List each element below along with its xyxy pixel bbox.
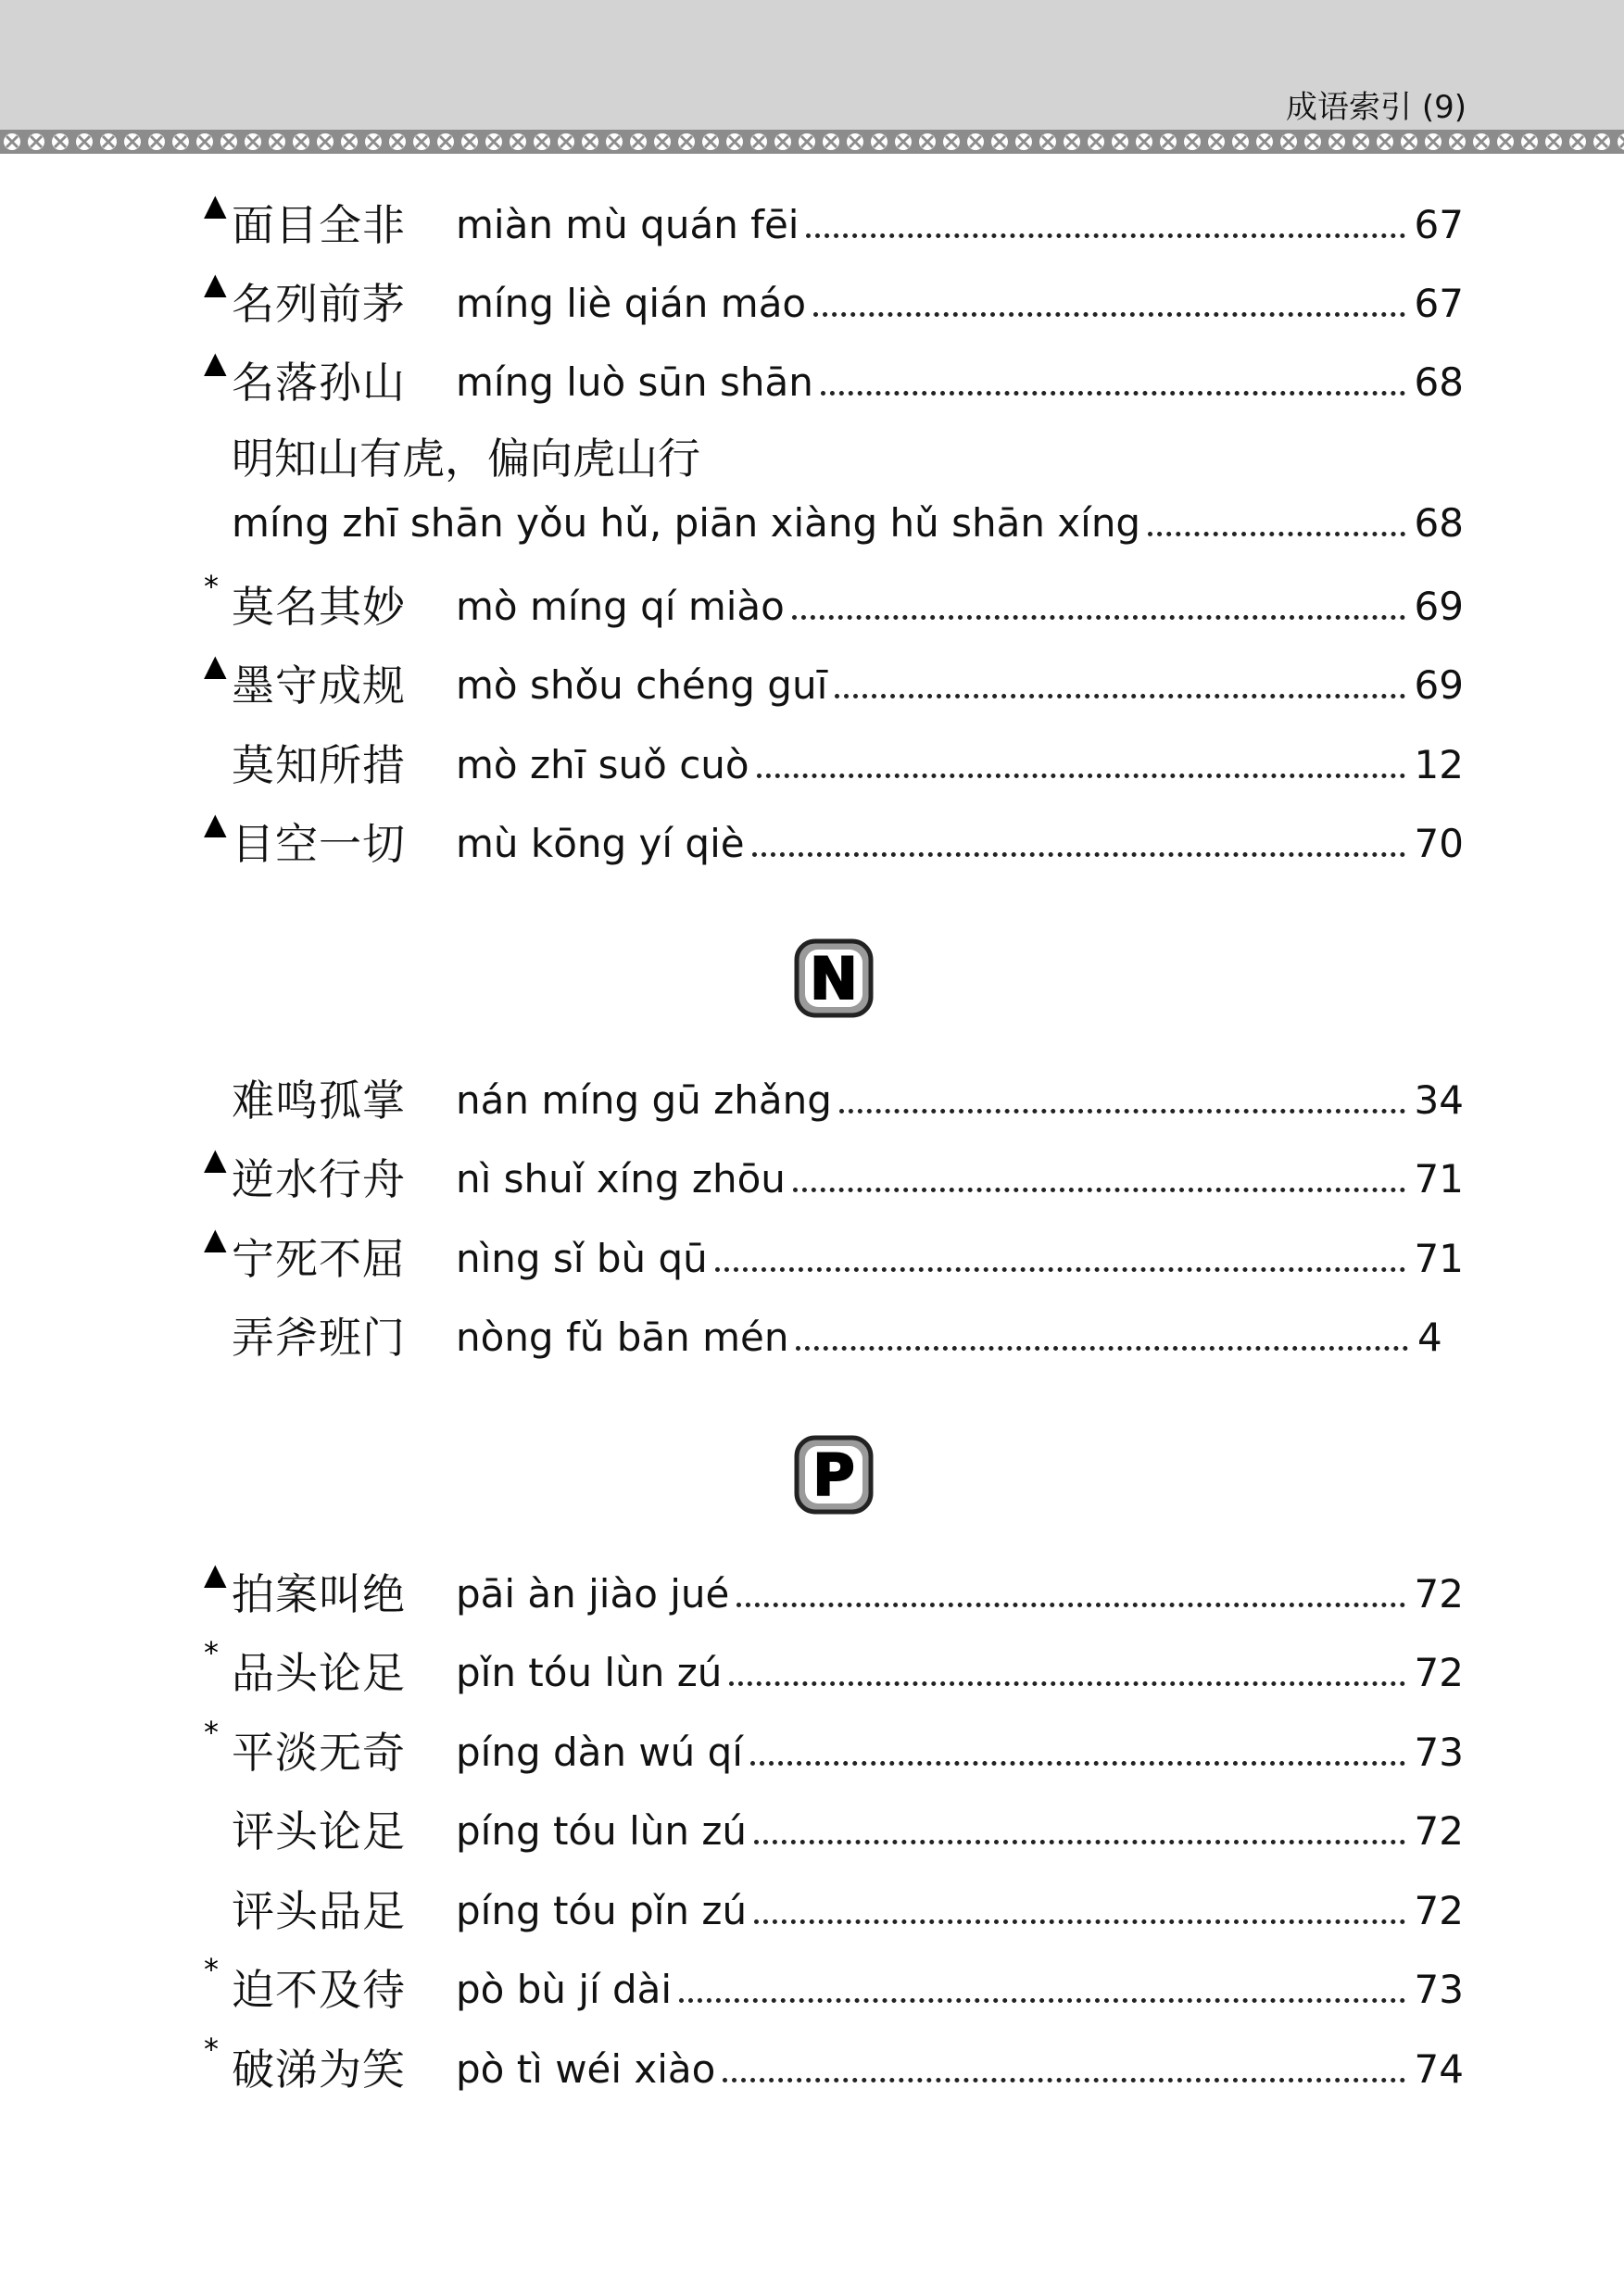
page-number: 71 <box>1414 1156 1464 1202</box>
list-item <box>0 1141 1624 1209</box>
pinyin-text: nòng fǔ bān mén <box>456 1315 789 1360</box>
pinyin-text: míng luò sūn shān <box>456 359 813 405</box>
list-item <box>0 1952 1624 2019</box>
page-number: 67 <box>1414 202 1464 247</box>
page-number: 12 <box>1414 742 1464 787</box>
page-number: 72 <box>1414 1888 1464 1933</box>
idiom-text: 品头论足 <box>232 1648 406 1698</box>
page-number: 34 <box>1414 1077 1464 1123</box>
asterisk-marker-icon: * <box>204 1715 219 1750</box>
dot-leader <box>806 233 1404 238</box>
pinyin-text: míng liè qián máo <box>456 281 807 326</box>
pinyin-text: pò bù jí dài <box>456 1967 673 2012</box>
list-item <box>0 1556 1624 1624</box>
page-number: 73 <box>1414 1967 1464 2012</box>
idiom-text: 墨守成规 <box>232 661 406 711</box>
triangle-marker-icon: ▲ <box>204 266 227 301</box>
idiom-text: 评头论足 <box>232 1806 406 1856</box>
list-item <box>0 187 1624 255</box>
page-number: 72 <box>1414 1650 1464 1695</box>
dot-leader <box>754 1919 1404 1924</box>
triangle-marker-icon: ▲ <box>204 1141 227 1176</box>
list-item <box>0 266 1624 333</box>
triangle-marker-icon: ▲ <box>204 648 227 683</box>
list-item <box>0 488 1624 553</box>
list-item <box>0 1635 1624 1703</box>
idiom-text: 迫不及待 <box>232 1965 406 2015</box>
page-number: 67 <box>1414 281 1464 326</box>
list-item <box>0 650 1624 715</box>
list-item <box>0 2034 1624 2099</box>
page-number: 74 <box>1414 2046 1464 2092</box>
triangle-marker-icon: ▲ <box>204 1556 227 1592</box>
idiom-text: 名列前茅 <box>232 279 406 329</box>
dot-leader <box>679 1997 1404 2003</box>
triangle-marker-icon: ▲ <box>204 806 227 841</box>
asterisk-marker-icon: * <box>204 1952 219 1987</box>
dot-leader <box>1148 531 1404 536</box>
dot-leader <box>821 390 1405 396</box>
pinyin-text: míng zhī shān yǒu hǔ, piān xiàng hǔ shān xíng <box>232 500 1141 546</box>
dot-leader <box>715 1266 1405 1272</box>
pinyin-text: pāi àn jiào jué <box>456 1571 730 1617</box>
idiom-text-long: 明知山有虎，偏向虎山行 <box>232 434 700 484</box>
list-item <box>0 1876 1624 1941</box>
dot-leader <box>750 1760 1405 1766</box>
triangle-marker-icon: ▲ <box>204 1221 227 1256</box>
page-number: 70 <box>1414 821 1464 866</box>
page-number: 68 <box>1414 359 1464 405</box>
pinyin-text: mò míng qí miào <box>456 584 785 629</box>
page-title: 成语索引 (9) <box>1286 89 1467 126</box>
idiom-text: 莫名其妙 <box>232 582 406 632</box>
dot-leader <box>729 1680 1404 1686</box>
idiom-text: 宁死不屈 <box>232 1234 406 1284</box>
pinyin-text: píng tóu lùn zú <box>456 1808 748 1854</box>
dot-leader <box>793 1187 1405 1192</box>
idiom-text: 面目全非 <box>232 200 406 250</box>
dot-leader <box>736 1602 1404 1607</box>
list-item <box>0 1715 1624 1782</box>
idiom-text: 逆水行舟 <box>232 1154 406 1204</box>
idiom-text: 名落孙山 <box>232 358 406 408</box>
page-number: 72 <box>1414 1571 1464 1617</box>
pinyin-text: píng tóu pǐn zú <box>456 1888 748 1933</box>
list-item <box>0 730 1624 795</box>
idiom-text: 莫知所措 <box>232 740 406 790</box>
idiom-text: 难鸣孤掌 <box>232 1076 406 1126</box>
pinyin-text: pǐn tóu lùn zú <box>456 1650 723 1695</box>
page-number: 4 <box>1417 1315 1442 1360</box>
section-letter-n: N <box>810 945 858 1013</box>
idiom-text: 弄斧班门 <box>232 1313 406 1363</box>
page-number: 68 <box>1414 500 1464 546</box>
asterisk-marker-icon: * <box>204 2032 219 2067</box>
list-item <box>0 806 1624 874</box>
idiom-text: 破涕为笑 <box>232 2045 406 2095</box>
dot-leader <box>796 1345 1408 1351</box>
idiom-text: 拍案叫绝 <box>232 1569 406 1619</box>
list-item <box>0 569 1624 636</box>
pinyin-text: mù kōng yí qiè <box>456 821 745 866</box>
section-letter-badge-p <box>793 1434 875 1516</box>
page-number: 73 <box>1414 1730 1464 1775</box>
section-letter-p: P <box>812 1441 855 1509</box>
list-item <box>0 1796 1624 1861</box>
idiom-text: 目空一切 <box>232 819 406 869</box>
page-number: 69 <box>1414 584 1464 629</box>
idiom-text: 平淡无奇 <box>232 1728 406 1778</box>
idiom-text: 评头品足 <box>232 1886 406 1936</box>
section-letter-badge-n <box>793 937 875 1019</box>
list-item <box>0 1221 1624 1289</box>
triangle-marker-icon: ▲ <box>204 345 227 380</box>
pinyin-text: miàn mù quán fēi <box>456 202 799 247</box>
dot-leader <box>723 2077 1404 2082</box>
pinyin-text: nán míng gū zhǎng <box>456 1077 832 1123</box>
asterisk-marker-icon: * <box>204 569 219 604</box>
page-number: 71 <box>1414 1236 1464 1281</box>
pinyin-text: pò tì wéi xiào <box>456 2046 716 2092</box>
pinyin-text: mò zhī suǒ cuò <box>456 742 749 787</box>
page-number: 69 <box>1414 662 1464 708</box>
triangle-marker-icon: ▲ <box>204 187 227 222</box>
list-item <box>0 1065 1624 1130</box>
list-item <box>0 347 1624 412</box>
dot-leader <box>792 614 1405 620</box>
list-item <box>0 1302 1624 1367</box>
dot-leader <box>813 311 1404 317</box>
pinyin-text: mò shǒu chéng guī <box>456 662 828 708</box>
dot-leader <box>754 1839 1405 1844</box>
asterisk-marker-icon: * <box>204 1635 219 1670</box>
dot-leader <box>835 693 1404 698</box>
pinyin-text: nìng sǐ bù qū <box>456 1236 708 1281</box>
pinyin-text: nì shuǐ xíng zhōu <box>456 1156 786 1202</box>
page-number: 72 <box>1414 1808 1464 1854</box>
pinyin-text: píng dàn wú qí <box>456 1730 743 1775</box>
dot-leader <box>757 773 1405 778</box>
dot-leader <box>752 851 1405 857</box>
dot-leader <box>839 1108 1405 1114</box>
